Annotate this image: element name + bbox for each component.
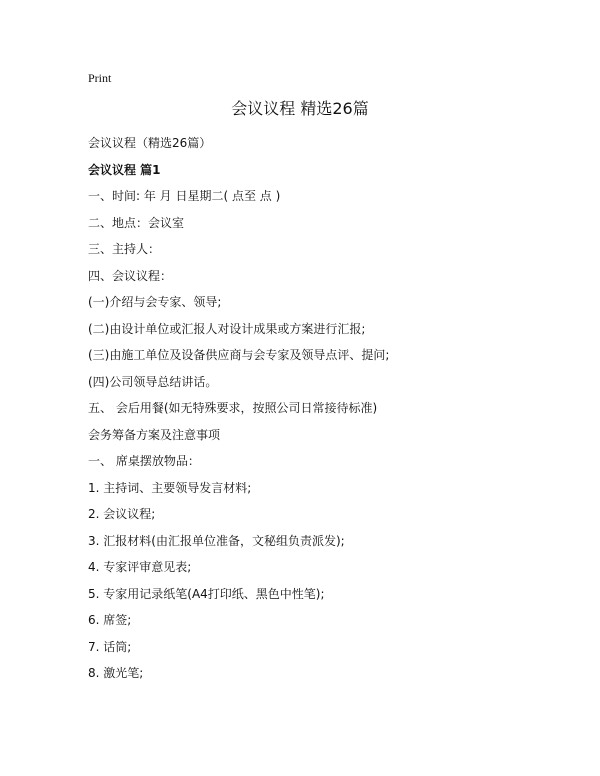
body-line: 一、时间: 年 月 日星期二( 点至 点 )	[88, 189, 281, 203]
body-line: 6. 席签;	[88, 613, 132, 627]
body-line: (二)由设计单位或汇报人对设计成果或方案进行汇报;	[88, 321, 366, 336]
section-heading: 会议议程 篇1	[88, 162, 161, 177]
body-line: 四、会议议程：	[88, 268, 173, 283]
body-line: 一、 席桌摆放物品：	[88, 454, 200, 468]
document-title: 会议议程 精选26篇	[231, 99, 369, 118]
body-line: 2. 会议议程;	[88, 507, 156, 521]
body-line: 二、地点：会议室	[88, 215, 185, 230]
body-line: 1. 主持词、主要领导发言材料;	[88, 480, 252, 495]
print-label: Print	[88, 71, 112, 85]
document-body	[88, 130, 548, 687]
body-line: 会议议程（精选26篇）	[88, 136, 212, 150]
body-line: (四)公司领导总结讲话。	[88, 374, 218, 389]
body-line: (三)由施工单位及设备供应商与会专家及领导点评、提问;	[88, 348, 390, 362]
body-line: 3. 汇报材料(由汇报单位准备，文秘组负责派发);	[88, 533, 345, 548]
body-line: 会务筹备方案及注意事项	[88, 427, 221, 442]
body-line: 5. 专家用记录纸笔(A4打印纸、黑色中性笔);	[88, 586, 325, 601]
body-line: 三、主持人：	[88, 242, 161, 256]
body-line: (一)介绍与会专家、领导;	[88, 295, 222, 309]
body-line: 五、 会后用餐(如无特殊要求，按照公司日常接待标准)	[88, 401, 378, 415]
body-line: 7. 话筒;	[88, 639, 132, 654]
body-line: 8. 激光笔;	[88, 666, 144, 680]
body-line: 4. 专家评审意见表;	[88, 560, 192, 574]
